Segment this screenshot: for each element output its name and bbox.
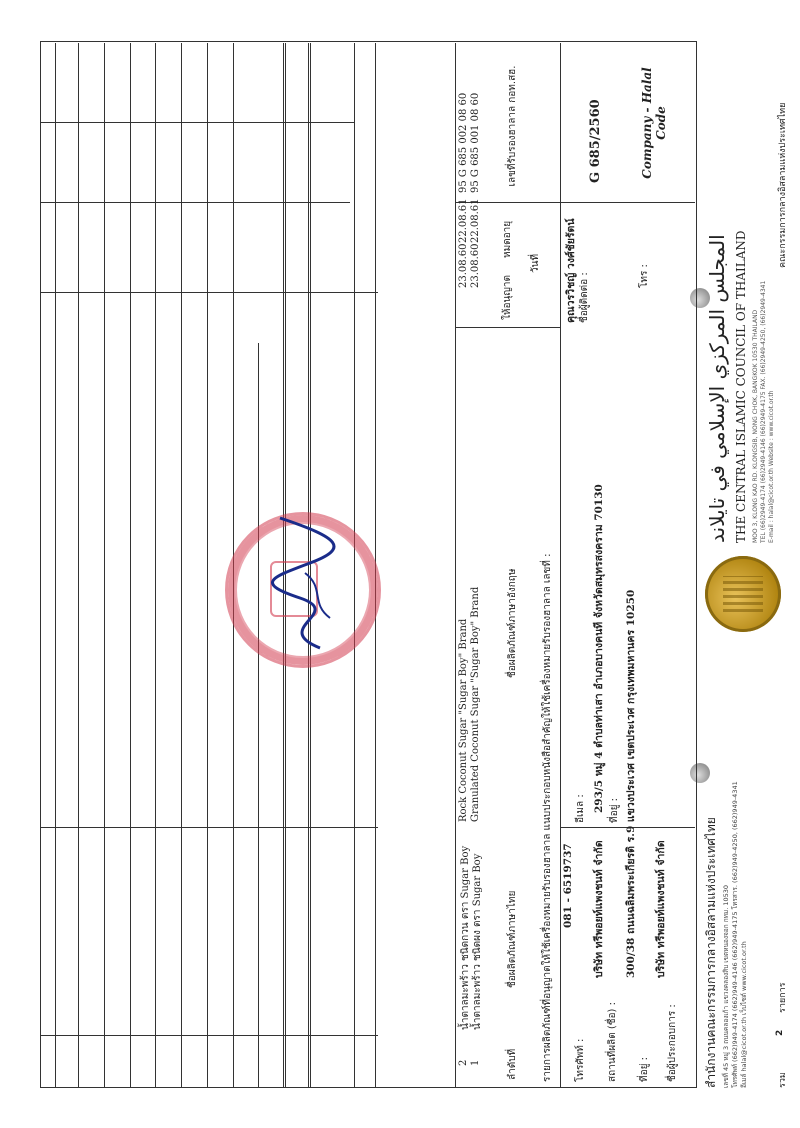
row-halal-code: 95 G 685 002 08 60	[458, 92, 469, 193]
total-label: รวม	[778, 1072, 788, 1088]
rule	[181, 43, 182, 1088]
address-label: ที่อยู่ :	[639, 1056, 650, 1082]
office-address-line-2: โทรศัพท์ (662)949-4174 (662)949-4146 (662)949-4175 โทรสาร. (662)949-4250, (662)949-4341	[731, 781, 739, 1088]
council-name-english: THE CENTRAL ISLAMIC COUNCIL OF THAILAND	[734, 230, 748, 543]
office-name-thai: สำนักงานคณะกรรมการกลางอิสลามแห่งประเทศไทย	[704, 817, 718, 1088]
factory-address-label: ที่อยู่ :	[609, 797, 620, 823]
address-value: 300/38 ถนนฉลิมพระเกียรติ ร.9 แขวงประเวศ เขตประเวศ กรุงเทพมหานคร 10250	[625, 589, 637, 978]
rule	[455, 327, 560, 328]
rule	[78, 43, 79, 1088]
rule	[560, 43, 561, 1088]
col-header-halal-code: เลขที่รับรองฮาลาล กอท.สฮ.	[507, 65, 518, 187]
operator-value: บริษัท ทรีพอยท์แพงชนท์ จำกัด	[655, 840, 667, 978]
office-address-line-1: เลขที่ 45 หมู่ 3 ถนนคลองเก้า แขวงคลองสิบ เขตหนองจอก กทม. 10530	[722, 884, 730, 1088]
row-expire-date: 22.08.61	[470, 198, 481, 243]
row-name-en: Rock Coconut Sugar "Sugar Boy" Brand	[458, 618, 469, 822]
rule	[455, 202, 695, 203]
factory-value: บริษัท ทรีพอยท์แพงชนท์ จำกัด	[593, 840, 605, 978]
total-value: 2	[775, 1029, 785, 1036]
rule	[40, 827, 378, 828]
col-header-expire: หมดอายุ	[502, 220, 513, 258]
council-address-line-2: TEL (66)2949-4174 (66)2949-4146 (66)2949-4175 FAX. (66)2949-4250, (66)2949-4341	[760, 280, 767, 543]
row-halal-code: 95 G 685 001 08 60	[470, 92, 481, 193]
company-halal-code-value: G 685/2560	[588, 99, 603, 183]
row-issue-date: 23.08.60	[458, 243, 469, 288]
phone-label: โทรศัพท์ :	[575, 1038, 586, 1082]
operator-label: ชื่อผู้ประกอบการ :	[667, 1004, 678, 1082]
council-address-line-1: MOO 3, KLONG KAO RD. KLONGSIB, NONG CHOK, BANGKOK 10530 THAILAND	[752, 309, 759, 543]
row-issue-date: 23.08.60	[470, 243, 481, 288]
company-halal-code-title: Company - Halal Code	[640, 67, 668, 179]
rule	[455, 43, 456, 1088]
council-address-line-3: E-mail : halal@cicot.or.th Website : www.cicot.or.th	[768, 390, 775, 543]
rule	[40, 1035, 378, 1036]
rule	[104, 43, 105, 1088]
row-name-en: Granulated Coconut Sugar "Sugar Boy" Brand	[470, 586, 481, 822]
email-label: อีเมล :	[575, 794, 586, 823]
col-header-issue: ให้อนุญาต	[502, 275, 513, 320]
col-header-date: วันที่	[530, 253, 541, 273]
col-header-name-en: ชื่อผลิตภัณฑ์ภาษาอังกฤษ	[507, 568, 518, 678]
col-header-name-th: ชื่อผลิตภัณฑ์ภาษาไทย	[507, 890, 518, 988]
rule	[40, 122, 355, 123]
contact-value: คุณวรวิชญ์ วงศ์ชัยรัตน์	[565, 218, 577, 323]
factory-label: สถานที่ผลิต (ชื่อ) :	[607, 1001, 618, 1082]
rule	[258, 343, 259, 1088]
row-no: 1	[470, 1059, 481, 1066]
rule	[130, 43, 131, 1088]
tel-top-label: โทร :	[639, 264, 650, 288]
rule	[55, 43, 56, 1088]
office-address	[722, 781, 749, 1088]
signature-mark	[250, 508, 360, 658]
row-name-th: น้ำตาลมะพร้าว ชนิดกวน ตรา Sugar Boy	[460, 845, 471, 1030]
council-emblem-logo	[705, 556, 781, 632]
council-signatory: คณะกรรมการกลางอิสลามแห่งประเทศไทย	[778, 102, 788, 268]
items-label: รายการ	[778, 982, 788, 1013]
row-name-th: น้ำตาลมะพร้าว ชนิดผง ตรา Sugar Boy	[472, 853, 483, 1030]
council-address	[752, 281, 776, 543]
row-no: 2	[458, 1059, 469, 1066]
council-name-arabic: المجلس المركزي الإسلامي في تايلاند	[705, 234, 729, 543]
rule	[40, 202, 350, 203]
product-list-intro: รายการผลิตภัณฑ์ที่อนุญาตให้ใช้เครื่องหมายรับรองฮาลาล แนบประกอบหนังสือสำคัญให้ใช้เครื่องหมายรับรองฮาลาล เลขที่ :	[542, 553, 553, 1082]
office-address-line-3: อีเมล์ halal@cicot.or.th เว็บไซต์ www.cicot.or.th	[740, 941, 748, 1088]
factory-address-value: 293/5 หมู่ 4 ตำบลท่าเสา อำเภอบางคนที จังหวัดสมุทรสงคราม 70130	[593, 484, 605, 813]
row-expire-date: 22.08.61	[458, 198, 469, 243]
phone-value: 081 - 6519737	[562, 843, 574, 928]
col-header-no: ลำดับที่	[507, 1048, 518, 1080]
contact-label: ชื่อผู้ติดต่อ :	[579, 272, 590, 323]
rule	[207, 43, 208, 1088]
rule	[40, 292, 378, 293]
rule	[155, 43, 156, 1088]
